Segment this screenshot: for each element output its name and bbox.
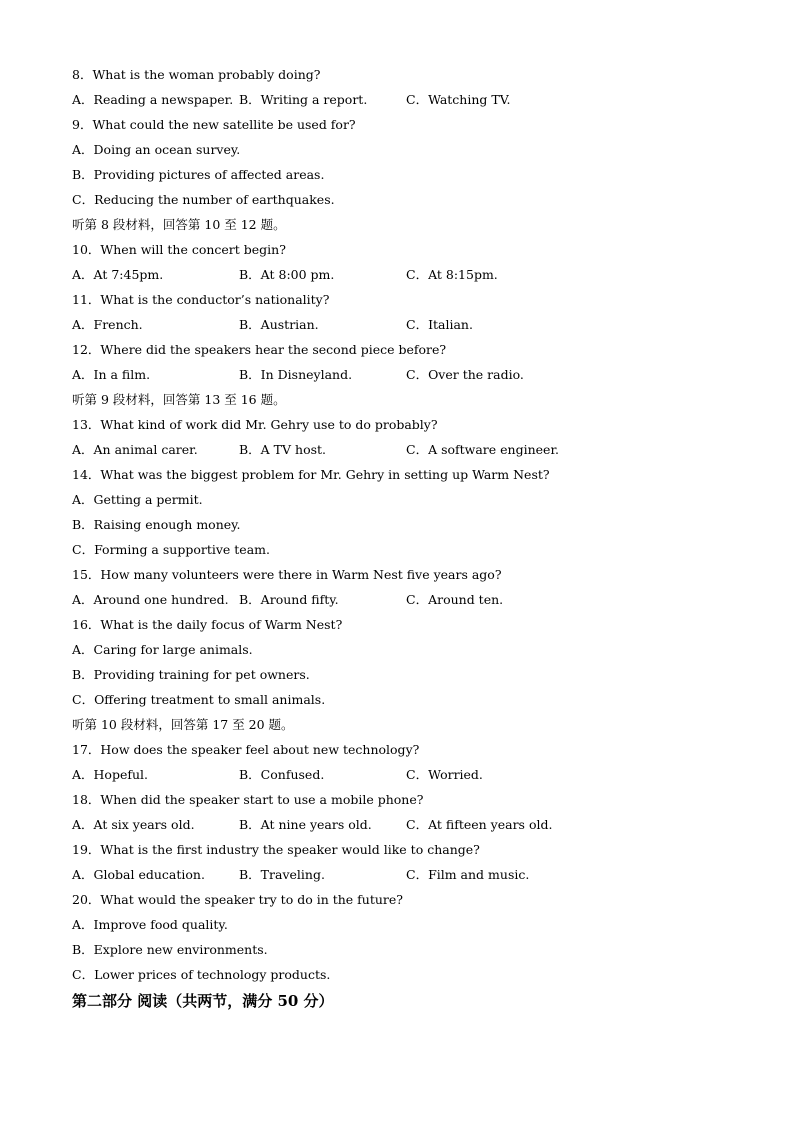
question-list [72, 62, 732, 987]
answer-option: A．Doing an ocean survey. [72, 142, 241, 157]
question-stem: 13．What kind of work did Mr. Gehry use to do probably? [72, 417, 438, 432]
answer-option: B．At 8:00 pm. [239, 267, 335, 282]
answer-option: B．Raising enough money. [72, 517, 241, 532]
question-stem: 14．What was the biggest problem for Mr. Gehry in setting up Warm Nest? [72, 467, 550, 482]
answer-option: C．Worried. [406, 767, 483, 782]
answer-option: C．Italian. [406, 317, 473, 332]
answer-option: B．Traveling. [239, 867, 325, 882]
answer-option: B．Austrian. [239, 317, 319, 332]
question-stem: 20．What would the speaker try to do in the future? [72, 892, 403, 907]
answer-option: A．At 7:45pm. [72, 267, 164, 282]
option-row [72, 587, 732, 612]
answer-option: C．At 8:15pm. [406, 267, 498, 282]
answer-option: B．Writing a report. [239, 92, 368, 107]
section-instruction: 听第 10 段材料，回答第 17 至 20 题。 [72, 717, 294, 732]
option-row [72, 862, 732, 887]
answer-option: C．Watching TV. [406, 92, 511, 107]
answer-option: B．A TV host. [239, 442, 327, 457]
section-instruction: 听第 8 段材料，回答第 10 至 12 题。 [72, 217, 286, 232]
option-row [72, 362, 732, 387]
answer-option: A．At six years old. [72, 817, 195, 832]
answer-option: A．Hopeful. [72, 767, 149, 782]
answer-option: B．Providing training for pet owners. [72, 667, 310, 682]
answer-option: C．Over the radio. [406, 367, 524, 382]
question-stem: 16．What is the daily focus of Warm Nest? [72, 617, 343, 632]
option-row [72, 812, 732, 837]
answer-option: B．Explore new environments. [72, 942, 268, 957]
answer-option: B．Providing pictures of affected areas. [72, 167, 325, 182]
question-stem: 19．What is the first industry the speaker would like to change? [72, 842, 480, 857]
answer-option: C．At fifteen years old. [406, 817, 553, 832]
answer-option: C．Film and music. [406, 867, 530, 882]
answer-option: A．An animal carer. [72, 442, 198, 457]
answer-option: C．Offering treatment to small animals. [72, 692, 326, 707]
option-row [72, 312, 732, 337]
question-stem: 8．What is the woman probably doing? [72, 67, 321, 82]
option-row [72, 762, 732, 787]
option-row [72, 87, 732, 112]
question-stem: 18．When did the speaker start to use a mobile phone? [72, 792, 424, 807]
question-stem: 11．What is the conductor’s nationality? [72, 292, 330, 307]
answer-option: B．Around fifty. [239, 592, 339, 607]
answer-option: C．Around ten. [406, 592, 504, 607]
answer-option: A．Reading a newspaper. [72, 92, 234, 107]
question-stem: 9．What could the new satellite be used for? [72, 117, 356, 132]
answer-option: A．Caring for large animals. [72, 642, 253, 657]
answer-option: C．Lower prices of technology products. [72, 967, 331, 982]
question-stem: 10．When will the concert begin? [72, 242, 286, 257]
answer-option: C．Forming a supportive team. [72, 542, 270, 557]
answer-option: C．Reducing the number of earthquakes. [72, 192, 335, 207]
answer-option: A．Around one hundred. [72, 592, 229, 607]
question-stem: 12．Where did the speakers hear the second piece before? [72, 342, 447, 357]
part-heading: 第二部分 阅读（共两节，满分 50 分） [72, 992, 334, 1010]
answer-option: A．French. [72, 317, 143, 332]
answer-option: A．Global education. [72, 867, 205, 882]
question-stem: 17．How does the speaker feel about new technology? [72, 742, 420, 757]
option-row [72, 262, 732, 287]
question-stem: 15．How many volunteers were there in Warm Nest five years ago? [72, 567, 502, 582]
answer-option: B．At nine years old. [239, 817, 372, 832]
answer-option: B．Confused. [239, 767, 325, 782]
answer-option: A．Getting a permit. [72, 492, 203, 507]
answer-option: C．A software engineer. [406, 442, 560, 457]
section-instruction: 听第 9 段材料，回答第 13 至 16 题。 [72, 392, 286, 407]
option-row [72, 437, 732, 462]
answer-option: B．In Disneyland. [239, 367, 353, 382]
answer-option: A．Improve food quality. [72, 917, 228, 932]
answer-option: A．In a film. [72, 367, 151, 382]
document-page [72, 62, 732, 1014]
